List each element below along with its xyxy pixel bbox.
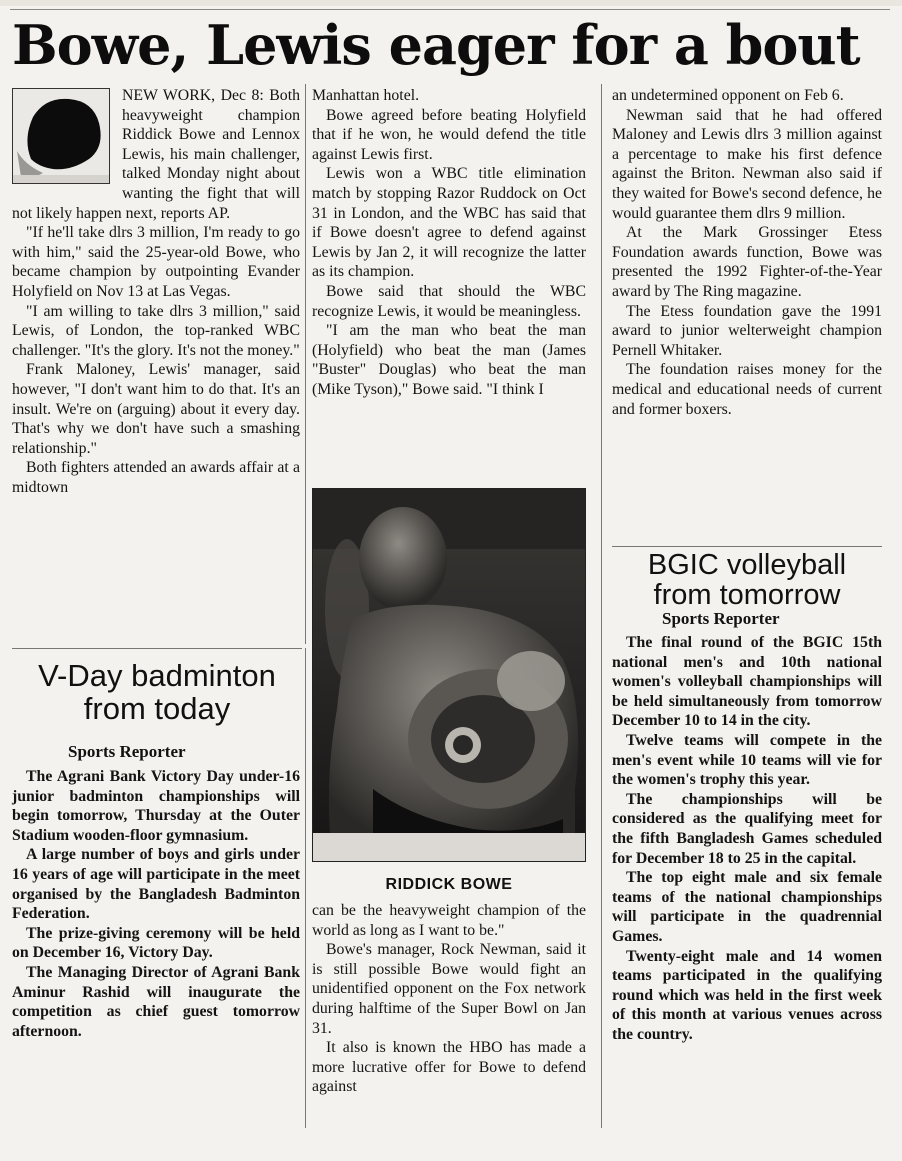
badminton-para-4: The Managing Director of Agrani Bank Aminur Rashid will inaugurate the competition as chief guest tomorrow afternoon.: [12, 963, 300, 1040]
volleyball-para-2: Twelve teams will compete in the men's event while 10 teams will vie for the women's trophy this year.: [612, 731, 882, 789]
boxer-portrait-thumbnail: [12, 88, 110, 184]
bowe-para-15: Newman said that he had offered Maloney and Lewis dlrs 3 million against a percentage to make his first defence against the Briton. Newman also said if they waited for Bowe's second defence, he would guarantee them dlrs 9 million.: [612, 106, 882, 222]
volleyball-title-line2: from tomorrow: [653, 579, 841, 612]
bowe-para-11: can be the heavyweight champion of the world as long as I want to be.": [312, 902, 586, 939]
bowe-para-13: It also is known the HBO has made a more lucrative offer for Bowe to defend against: [312, 1039, 586, 1096]
volleyball-para-3: The championships will be considered as the qualifying meet for the fifth Bangladesh Games scheduled for December 18 to 25 in the capital.: [612, 790, 882, 867]
bowe-para-17: The Etess foundation gave the 1991 award to junior welterweight champion Pernell Whitaker.: [612, 302, 882, 359]
badminton-para-2: A large number of boys and girls under 16 years of age will participate in the meet organised by the Bangladesh Badminton Federation.: [12, 846, 300, 923]
volleyball-body: [612, 633, 882, 1129]
badminton-byline: Sports Reporter: [68, 742, 186, 761]
bowe-para-3: "I am willing to take dlrs 3 million," said Lewis, of London, the top-ranked WBC challenger. "It's the glory. It's not the money.": [12, 302, 300, 359]
column-rule-2: [601, 84, 602, 1128]
headline: Bowe, Lewis eager for a bout: [12, 13, 860, 77]
riddick-bowe-photo: [312, 488, 586, 862]
bowe-story-col2-continued: [312, 901, 586, 1129]
badminton-title-line2: from today: [83, 690, 231, 726]
bowe-para-8: Lewis won a WBC title elimination match by stopping Razor Ruddock on Oct 31 in London, and the WBC has said that if Bowe doesn't agree to defend against Lewis by Jan 2, it will recognize the latter as its champion.: [312, 165, 586, 281]
volleyball-title-line1: BGIC volleyball: [647, 549, 847, 581]
bowe-para-16: At the Mark Grossinger Etess Foundation awards function, Bowe was presented the 1992 Fighter-of-the-Year award by The Ring magazine.: [612, 224, 882, 300]
bowe-para-9: Bowe said that should the WBC recognize Lewis, it would be meaningless.: [312, 282, 586, 320]
volleyball-para-5: Twenty-eight male and 14 women teams participated in the qualifying round which was held in the first week of this month at various venues across the country.: [612, 947, 882, 1043]
bowe-story-col1: [12, 86, 300, 642]
volleyball-para-4: The top eight male and six female teams of the national championships will participate in the quadrennial Games.: [612, 869, 882, 945]
volleyball-para-1: The final round of the BGIC 15th national men's and 10th national women's volleyball championships will be held simultaneously from tomorrow December 10 to 14 in the city.: [612, 634, 882, 730]
section-divider-volleyball: [612, 546, 882, 547]
section-divider-badminton: [12, 648, 302, 649]
bowe-story-col3: [612, 86, 882, 544]
bowe-story-col2: [312, 86, 586, 484]
bowe-para-7: Bowe agreed before beating Holyfield that if he won, he would defend the title against Lewis first.: [312, 106, 586, 163]
badminton-para-3: The prize-giving ceremony will be held on December 16, Victory Day.: [12, 924, 300, 962]
bowe-para-6: Manhattan hotel.: [312, 87, 420, 104]
badminton-para-1: The Agrani Bank Victory Day under-16 junior badminton championships will begin tomorrow, Thursday at the Outer Stadium wooden-floor gymnasium.: [12, 768, 300, 844]
column-rule-1: [305, 84, 306, 644]
badminton-title-line1: V-Day badminton: [38, 658, 276, 693]
volleyball-byline: Sports Reporter: [662, 609, 780, 628]
column-rule-1b: [305, 648, 306, 1128]
badminton-body: [12, 767, 300, 1127]
bowe-para-4: Frank Maloney, Lewis' manager, said however, "I don't want him to do that. It's an insult. We're on (arguing) about it every day. That's why we don't have such a smashing relationship.": [12, 361, 300, 457]
badminton-title: [12, 660, 302, 725]
bowe-para-10: "I am the man who beat the man (Holyfield) who beat the man (James "Buster" Douglas) who beat the man (Mike Tyson)," Bowe said. "I think I: [312, 322, 586, 398]
bowe-para-18: The foundation raises money for the medical and educational needs of current and former boxers.: [612, 361, 882, 418]
page-top-edge: [0, 0, 902, 6]
bowe-para-14: an undetermined opponent on Feb 6.: [612, 87, 844, 104]
photo-caption: RIDDICK BOWE: [385, 876, 513, 893]
bowe-para-12: Bowe's manager, Rock Newman, said it is still possible Bowe would fight an unidentified opponent on the Fox network during halftime of the Super Bowl on Jan 31.: [312, 941, 586, 1037]
bowe-para-1: NEW WORK, Dec 8: Both heavyweight champion Riddick Bowe and Lennox Lewis, his main challenger, talked Monday night about wanting the fight that will not likely happen next, reports AP.: [12, 87, 300, 222]
bowe-para-2: "If he'll take dlrs 3 million, I'm ready to go with him," said the 25-year-old Bowe, who became champion by outpointing Evander Holyfield on Nov 13 at Las Vegas.: [12, 224, 300, 300]
bowe-para-5: Both fighters attended an awards affair at a midtown: [12, 459, 300, 496]
volleyball-title: [612, 550, 882, 611]
